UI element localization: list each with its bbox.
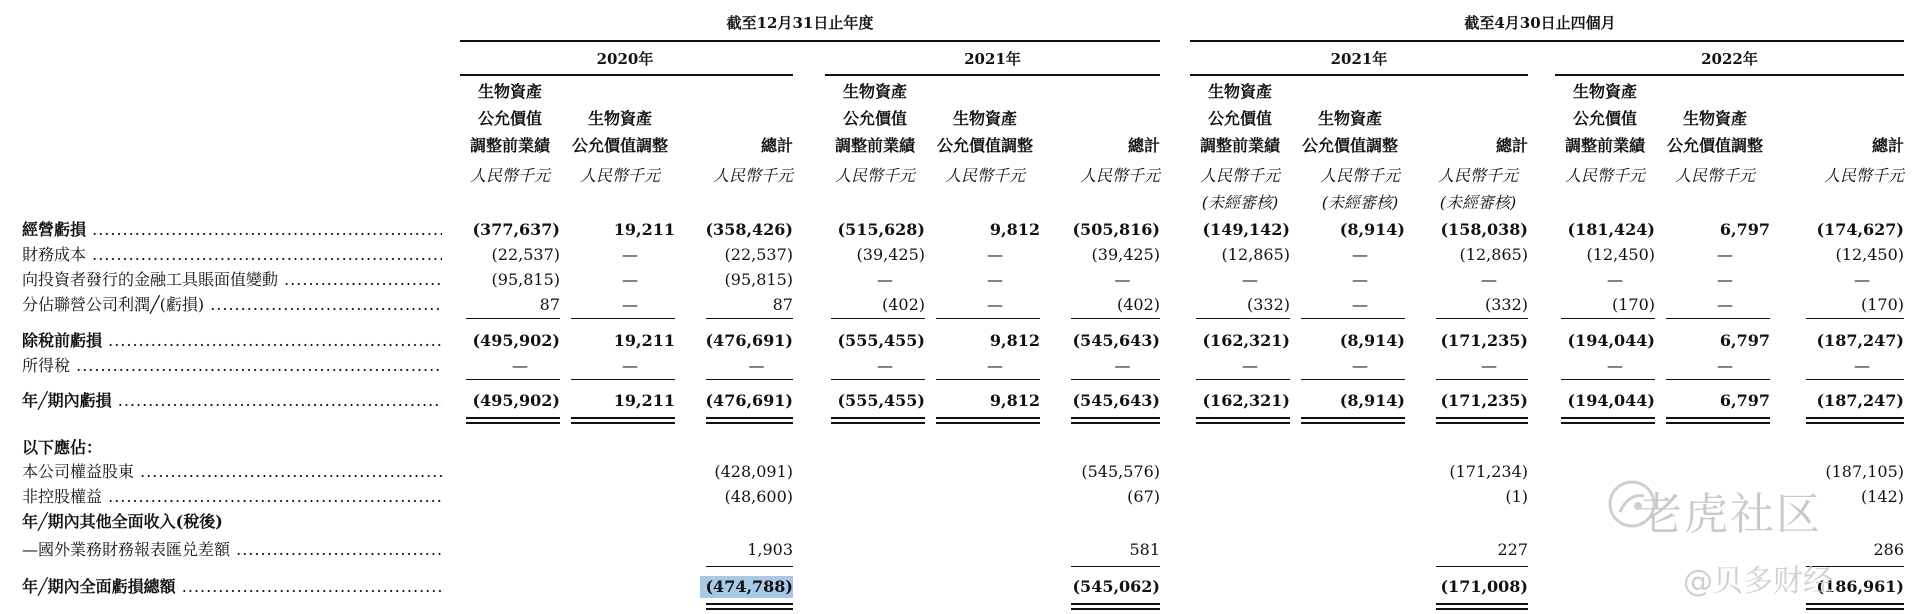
subtotal-rule: [706, 318, 793, 319]
table-cell: —: [1352, 356, 1368, 375]
subtotal-rule: [1071, 318, 1160, 319]
unit-label: 人民幣千元 (未經審核): [1437, 166, 1518, 212]
table-cell: (8,914): [1339, 391, 1405, 410]
column-head-total: 總計: [760, 136, 793, 155]
attributable-heading: 以下應佔：: [22, 438, 103, 457]
row-label-fair-value-change: 向投資者發行的金融工具賬面值變動 .....: [22, 269, 442, 291]
table-cell: 581: [1129, 540, 1160, 559]
table-cell: —: [1114, 356, 1131, 375]
table-cell: 286: [1873, 540, 1904, 559]
period-header-interim: 截至4月30日止四個月: [1464, 14, 1616, 32]
subtotal-rule: [466, 379, 560, 380]
total-double-rule: [1436, 603, 1528, 610]
table-cell: (377,637): [472, 220, 560, 239]
table-cell: (402): [881, 295, 925, 314]
table-cell: (474,788): [700, 576, 793, 598]
table-cell: 19,211: [613, 331, 675, 350]
table-cell: (12,865): [1459, 245, 1528, 264]
period-rule-annual: [460, 40, 1160, 42]
total-double-rule: [1806, 417, 1904, 424]
table-cell: —: [877, 270, 893, 289]
table-cell: (187,247): [1816, 391, 1904, 410]
row-label-loss-before-tax: 除稅前虧損 .....: [22, 330, 442, 352]
total-double-rule: [1071, 603, 1160, 610]
table-cell: (171,235): [1440, 331, 1528, 350]
year-header: 2022年: [1701, 50, 1758, 68]
table-cell: 9,812: [989, 220, 1040, 239]
table-cell: (187,105): [1825, 462, 1904, 481]
subtotal-rule: [571, 379, 675, 380]
table-cell: —: [622, 270, 638, 289]
table-cell: —: [1854, 356, 1870, 375]
row-label-loss-for-period: 年╱期內虧損 .....: [22, 390, 442, 412]
table-cell: 87: [539, 295, 560, 314]
column-head-fair-value-adjustment: 生物資產 公允價值調整: [1301, 109, 1398, 155]
total-double-rule: [1666, 417, 1770, 424]
subtotal-rule: [831, 379, 925, 380]
table-cell: —: [1481, 270, 1497, 289]
column-head-before-adjustment: 生物資產 公允價值 調整前業績: [1564, 82, 1645, 155]
table-cell: (95,815): [724, 270, 793, 289]
table-cell: —: [622, 295, 638, 314]
table-cell: 87: [772, 295, 793, 314]
table-cell: 9,812: [989, 331, 1040, 350]
subtotal-rule: [936, 379, 1040, 380]
subtotal-rule: [1301, 318, 1405, 319]
table-cell: (332): [1484, 295, 1528, 314]
row-label-nci: 非控股權益 .....: [22, 486, 442, 508]
table-cell: —: [622, 356, 638, 375]
column-head-fair-value-adjustment: 生物資產 公允價值調整: [1666, 109, 1763, 155]
table-cell: —: [622, 245, 638, 264]
total-double-rule: [1196, 417, 1290, 424]
table-cell: (162,321): [1202, 391, 1290, 410]
subtotal-rule: [571, 318, 675, 319]
table-cell: (158,038): [1440, 220, 1528, 239]
total-double-rule: [571, 417, 675, 424]
year-rule: [825, 74, 1160, 76]
year-rule: [1555, 74, 1904, 76]
period-header-annual: 截至12月31日止年度: [726, 14, 874, 32]
table-cell: 6,797: [1719, 391, 1770, 410]
subtotal-rule: [1436, 379, 1528, 380]
table-cell: —: [1352, 270, 1368, 289]
column-head-total: 總計: [1871, 136, 1904, 155]
table-cell: (476,691): [705, 391, 793, 410]
table-cell: 9,812: [989, 391, 1040, 410]
table-cell: (332): [1246, 295, 1290, 314]
period-rule-interim: [1190, 40, 1904, 42]
table-cell: (171,008): [1440, 577, 1528, 596]
total-double-rule: [706, 417, 793, 424]
table-cell: (555,455): [837, 391, 925, 410]
row-label-share-of-associates: 分佔聯營公司利潤╱(虧損) .....: [22, 294, 442, 316]
table-cell: (170): [1611, 295, 1655, 314]
table-cell: (8,914): [1339, 331, 1405, 350]
table-cell: (194,044): [1567, 331, 1655, 350]
subtotal-rule: [1196, 379, 1290, 380]
table-cell: (545,643): [1072, 331, 1160, 350]
total-double-rule: [1301, 417, 1405, 424]
table-cell: (495,902): [472, 331, 560, 350]
table-cell: —: [1717, 245, 1733, 264]
table-cell: (149,142): [1202, 220, 1290, 239]
subtotal-rule: [1436, 566, 1528, 567]
subtotal-rule: [1301, 379, 1405, 380]
table-cell: (428,091): [714, 462, 793, 481]
table-cell: (505,816): [1072, 220, 1160, 239]
table-cell: (545,576): [1081, 462, 1160, 481]
subtotal-rule: [706, 379, 793, 380]
oci-heading: 年╱期內其他全面收入(稅後): [22, 512, 223, 531]
year-header: 2020年: [596, 50, 654, 68]
table-cell: (12,450): [1835, 245, 1904, 264]
row-label-finance-costs: 財務成本 .....: [22, 244, 442, 266]
total-double-rule: [1071, 417, 1160, 424]
table-cell: 19,211: [613, 220, 675, 239]
table-cell: —: [1717, 356, 1733, 375]
table-cell: (545,062): [1072, 577, 1160, 596]
unit-label: 人民幣千元: [712, 166, 793, 185]
table-cell: —: [1854, 270, 1870, 289]
row-label-fx-difference: —國外業務財務報表匯兑差額 .....: [22, 539, 442, 561]
table-cell: (402): [1116, 295, 1160, 314]
table-cell: (162,321): [1202, 331, 1290, 350]
column-head-fair-value-adjustment: 生物資產 公允價值調整: [936, 109, 1033, 155]
subtotal-rule: [1806, 379, 1904, 380]
table-cell: (174,627): [1816, 220, 1904, 239]
subtotal-rule: [831, 318, 925, 319]
unit-label: 人民幣千元: [1674, 166, 1755, 185]
subtotal-rule: [1561, 379, 1655, 380]
subtotal-rule: [936, 318, 1040, 319]
table-cell: (39,425): [1091, 245, 1160, 264]
table-cell: —: [1717, 270, 1733, 289]
table-cell: (181,424): [1567, 220, 1655, 239]
row-label-total-comprehensive-loss: 年╱期內全面虧損總額 .....: [22, 576, 442, 598]
table-cell: (48,600): [724, 487, 793, 506]
table-cell: —: [1352, 245, 1368, 264]
column-head-total: 總計: [1127, 136, 1160, 155]
table-cell: —: [987, 295, 1003, 314]
table-cell: (186,961): [1816, 577, 1904, 596]
column-head-before-adjustment: 生物資產 公允價值 調整前業績: [1199, 82, 1280, 155]
table-cell: (171,234): [1449, 462, 1528, 481]
table-cell: —: [987, 356, 1003, 375]
table-cell: 1,903: [747, 540, 793, 559]
year-header: 2021年: [964, 50, 1021, 68]
unit-label: 人民幣千元 (未經審核): [1319, 166, 1400, 212]
table-cell: (194,044): [1567, 391, 1655, 410]
table-cell: (545,643): [1072, 391, 1160, 410]
table-cell: (39,425): [856, 245, 925, 264]
table-cell: —: [1352, 295, 1368, 314]
table-cell: (22,537): [491, 245, 560, 264]
row-label-operating-loss: 經營虧損 .....: [22, 219, 442, 241]
table-cell: —: [1242, 356, 1258, 375]
table-cell: 227: [1497, 540, 1528, 559]
table-cell: (476,691): [705, 331, 793, 350]
column-head-fair-value-adjustment: 生物資產 公允價值調整: [571, 109, 668, 155]
subtotal-rule: [1196, 318, 1290, 319]
year-rule: [1190, 74, 1528, 76]
subtotal-rule: [466, 318, 560, 319]
table-cell: 19,211: [613, 391, 675, 410]
table-cell: —: [987, 270, 1003, 289]
table-cell: 6,797: [1719, 331, 1770, 350]
subtotal-rule: [1666, 318, 1770, 319]
subtotal-rule: [1561, 318, 1655, 319]
table-cell: (495,902): [472, 391, 560, 410]
total-double-rule: [936, 417, 1040, 424]
table-cell: (22,537): [724, 245, 793, 264]
total-double-rule: [1561, 417, 1655, 424]
table-cell: —: [748, 356, 765, 375]
table-cell: (12,450): [1586, 245, 1655, 264]
column-head-before-adjustment: 生物資產 公允價值 調整前業績: [834, 82, 915, 155]
table-cell: —: [1481, 356, 1497, 375]
total-double-rule: [1436, 417, 1528, 424]
unit-label: 人民幣千元 (未經審核): [1199, 166, 1280, 212]
table-cell: —: [1242, 270, 1258, 289]
unit-label: 人民幣千元: [1079, 166, 1160, 185]
table-cell: (555,455): [837, 331, 925, 350]
unit-label: 人民幣千元: [944, 166, 1025, 185]
table-cell: (8,914): [1339, 220, 1405, 239]
column-head-before-adjustment: 生物資產 公允價值 調整前業績: [469, 82, 550, 155]
watermark-handle: @贝多财经: [1683, 564, 1833, 599]
unit-label: 人民幣千元: [1823, 166, 1904, 185]
table-cell: (67): [1127, 487, 1160, 506]
year-rule: [460, 74, 793, 76]
table-cell: (12,865): [1221, 245, 1290, 264]
table-cell: —: [877, 356, 893, 375]
table-cell: —: [1607, 356, 1623, 375]
subtotal-rule: [706, 566, 793, 567]
table-cell: (142): [1860, 487, 1904, 506]
table-cell: (187,247): [1816, 331, 1904, 350]
unit-label: 人民幣千元: [834, 166, 915, 185]
total-double-rule: [706, 603, 793, 610]
subtotal-rule: [1071, 566, 1160, 567]
subtotal-rule: [1806, 318, 1904, 319]
watermark-community: 老虎社区: [1638, 489, 1822, 540]
table-cell: (171,235): [1440, 391, 1528, 410]
table-cell: (170): [1860, 295, 1904, 314]
total-double-rule: [831, 417, 925, 424]
table-cell: (1): [1505, 487, 1528, 506]
table-cell: —: [1717, 295, 1733, 314]
row-label-owners: 本公司權益股東 .....: [22, 461, 442, 483]
subtotal-rule: [1436, 318, 1528, 319]
column-head-total: 總計: [1495, 136, 1528, 155]
total-double-rule: [1806, 603, 1904, 610]
subtotal-rule: [1071, 379, 1160, 380]
table-cell: (515,628): [837, 220, 925, 239]
subtotal-rule: [1666, 379, 1770, 380]
table-cell: (95,815): [491, 270, 560, 289]
table-cell: —: [1607, 270, 1623, 289]
total-double-rule: [466, 417, 560, 424]
unit-label: 人民幣千元: [1564, 166, 1645, 185]
table-cell: (358,426): [705, 220, 793, 239]
unit-label: 人民幣千元: [579, 166, 660, 185]
table-cell: —: [512, 356, 528, 375]
table-cell: —: [1114, 270, 1131, 289]
unit-label: 人民幣千元: [469, 166, 550, 185]
table-cell: 6,797: [1719, 220, 1770, 239]
row-label-income-tax: 所得稅 .....: [22, 355, 442, 377]
year-header: 2021年: [1330, 50, 1388, 68]
table-cell: —: [987, 245, 1003, 264]
